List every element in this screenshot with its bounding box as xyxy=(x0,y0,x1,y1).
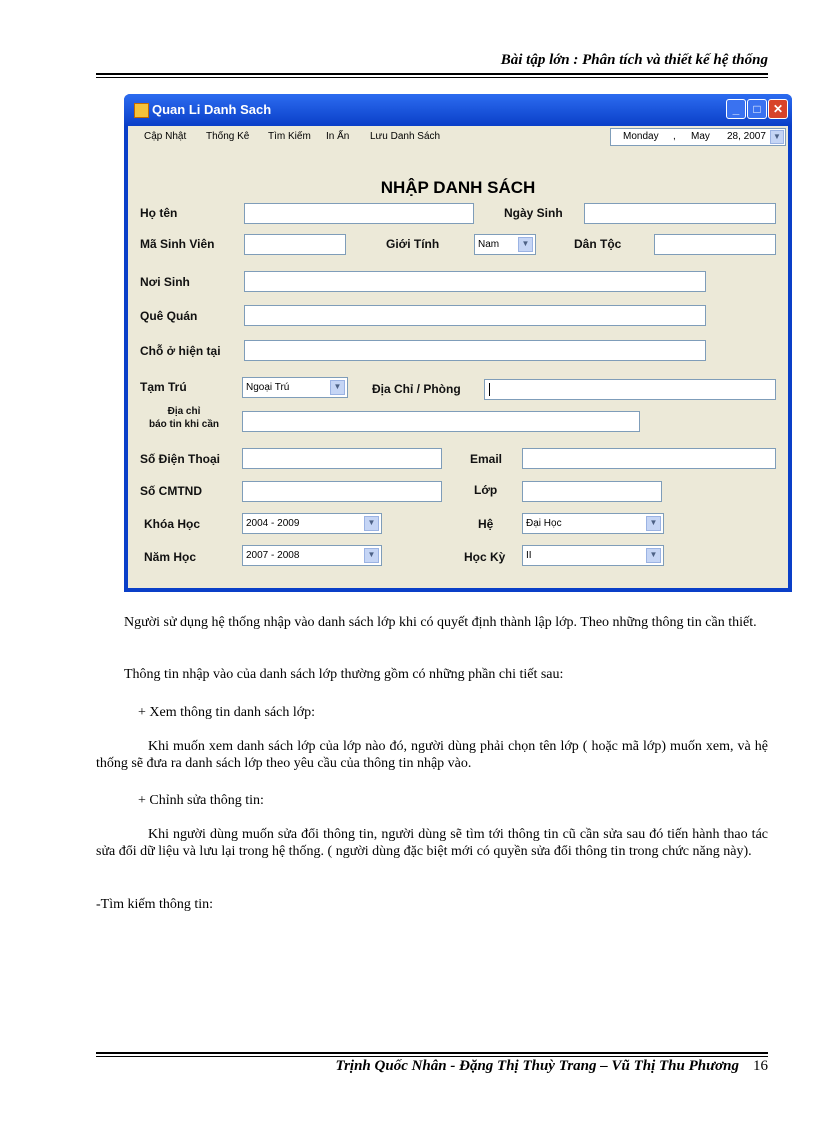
ngay-sinh-input[interactable] xyxy=(584,203,776,224)
label-dan-toc: Dân Tộc xyxy=(574,237,622,251)
so-dien-thoai-input[interactable] xyxy=(242,448,442,469)
khoa-hoc-value: 2004 - 2009 xyxy=(246,518,300,529)
page-number: 16 xyxy=(753,1058,768,1074)
label-nam-hoc: Năm Học xyxy=(144,550,197,564)
title-bar xyxy=(124,94,792,126)
label-que-quan: Quê Quán xyxy=(140,309,198,323)
label-noi-sinh: Nơi Sinh xyxy=(140,275,190,289)
menu-cap-nhat[interactable]: Cập Nhật xyxy=(144,131,187,142)
label-cho-o-hien-tai: Chỗ ở hiện tại xyxy=(140,344,221,358)
nam-hoc-select[interactable] xyxy=(242,545,382,566)
form-title: NHẬP DANH SÁCH xyxy=(380,178,536,197)
paragraph-4: Khi muốn xem danh sách lớp của lớp nào đó, người dùng phải chọn tên lớp ( hoặc mã lớp) muốn xem, và hệ thống sẽ đưa ra danh sách lớp theo yêu cầu của thông tin nhập vào. xyxy=(96,739,768,771)
menu-bar xyxy=(128,126,788,148)
label-so-cmtnd: Số CMTND xyxy=(140,484,202,498)
label-he: Hệ xyxy=(478,517,494,531)
label-ngay-sinh: Ngày Sinh xyxy=(504,206,563,220)
nam-hoc-value: 2007 - 2008 xyxy=(246,550,300,561)
chevron-down-icon[interactable]: ▼ xyxy=(646,516,661,531)
label-so-dien-thoai: Số Điện Thoại xyxy=(140,452,221,466)
menu-luu-danh-sach[interactable]: Lưu Danh Sách xyxy=(370,131,441,142)
chevron-down-icon[interactable]: ▼ xyxy=(770,130,784,144)
chevron-down-icon[interactable]: ▼ xyxy=(364,516,379,531)
khoa-hoc-select[interactable] xyxy=(242,513,382,534)
label-dia-chi-line2: báo tin khi cần xyxy=(148,419,219,430)
label-khoa-hoc: Khóa Học xyxy=(144,517,201,531)
lop-input[interactable] xyxy=(522,481,662,502)
date-sep: , xyxy=(673,131,676,142)
label-ho-ten: Họ tên xyxy=(140,206,178,220)
label-dia-chi-bao-tin xyxy=(136,405,232,431)
date-day: Monday xyxy=(623,131,659,142)
paragraph-6: Khi người dùng muốn sửa đổi thông tin, người dùng sẽ tìm tới thông tin cũ cần sửa sau đó tiến hành thao tác sửa đổi dữ liệu và lưu lại trong hệ thống. ( người dùng đặc biệt mới có quyền sửa đổi thông tin trong chức năng này). xyxy=(96,827,768,859)
dan-toc-input[interactable] xyxy=(654,234,776,255)
dia-chi-bao-tin-input[interactable] xyxy=(242,411,640,432)
footer-rule-thin xyxy=(96,1056,768,1057)
label-tam-tru: Tạm Trú xyxy=(140,380,187,394)
label-dia-chi-phong: Địa Chỉ / Phòng xyxy=(372,382,461,396)
paragraph-3: + Xem thông tin danh sách lớp: xyxy=(138,705,316,720)
so-cmtnd-input[interactable] xyxy=(242,481,442,502)
paragraph-5: + Chỉnh sửa thông tin: xyxy=(138,793,264,808)
gioi-tinh-value: Nam xyxy=(478,239,500,250)
window-title: Quan Li Danh Sach xyxy=(152,102,272,117)
email-input[interactable] xyxy=(522,448,776,469)
he-value: Đại Học xyxy=(526,518,562,529)
hoc-ky-value: II xyxy=(526,550,532,561)
text-caret xyxy=(489,383,490,396)
ma-sinh-vien-input[interactable] xyxy=(244,234,346,255)
minimize-button[interactable]: _ xyxy=(726,99,746,119)
label-ma-sinh-vien: Mã Sinh Viên xyxy=(140,237,215,251)
que-quan-input[interactable] xyxy=(244,305,706,326)
chevron-down-icon[interactable]: ▼ xyxy=(646,548,661,563)
page-footer xyxy=(335,1058,768,1075)
close-button[interactable]: ✕ xyxy=(768,99,788,119)
header-rule-thin xyxy=(96,77,768,78)
noi-sinh-input[interactable] xyxy=(244,271,706,292)
label-gioi-tinh: Giới Tính xyxy=(386,237,440,251)
tam-tru-value: Ngoại Trú xyxy=(246,382,290,393)
hoc-ky-select[interactable] xyxy=(522,545,664,566)
paragraph-7: -Tìm kiếm thông tin: xyxy=(96,897,214,912)
paragraph-1: Người sử dụng hệ thống nhập vào danh sách lớp khi có quyết định thành lập lớp. Theo những thông tin cần thiết. xyxy=(124,615,757,630)
he-select[interactable] xyxy=(522,513,664,534)
menu-thong-ke[interactable]: Thống Kê xyxy=(206,131,250,142)
footer-authors: Trịnh Quốc Nhân - Đặng Thị Thuỳ Trang – Vũ Thị Thu Phương xyxy=(335,1058,739,1074)
chevron-down-icon[interactable]: ▼ xyxy=(330,380,345,395)
label-hoc-ky: Học Kỳ xyxy=(464,550,506,564)
label-dia-chi-line1: Địa chỉ xyxy=(167,406,201,417)
cho-o-input[interactable] xyxy=(244,340,706,361)
label-lop: Lớp xyxy=(474,483,498,497)
paragraph-2: Thông tin nhập vào của danh sách lớp thường gồm có những phần chi tiết sau: xyxy=(124,667,564,682)
dia-chi-phong-input[interactable] xyxy=(484,379,776,400)
tam-tru-select[interactable] xyxy=(242,377,348,398)
header-rule xyxy=(96,73,768,75)
page-header-title: Bài tập lớn : Phân tích và thiết kế hệ thống xyxy=(500,52,768,68)
app-window xyxy=(124,94,792,592)
footer-rule xyxy=(96,1052,768,1054)
ho-ten-input[interactable] xyxy=(244,203,474,224)
date-month: May xyxy=(691,131,710,142)
menu-in-an[interactable]: In Ấn xyxy=(326,131,350,142)
maximize-button[interactable]: □ xyxy=(747,99,767,119)
app-icon xyxy=(134,103,149,118)
date-value: 28, 2007 xyxy=(727,131,766,142)
window-client xyxy=(128,126,788,588)
date-picker[interactable] xyxy=(610,128,786,146)
chevron-down-icon[interactable]: ▼ xyxy=(364,548,379,563)
gioi-tinh-select[interactable] xyxy=(474,234,536,255)
menu-tim-kiem[interactable]: Tìm Kiếm xyxy=(268,131,311,142)
chevron-down-icon[interactable]: ▼ xyxy=(518,237,533,252)
label-email: Email xyxy=(470,452,503,466)
